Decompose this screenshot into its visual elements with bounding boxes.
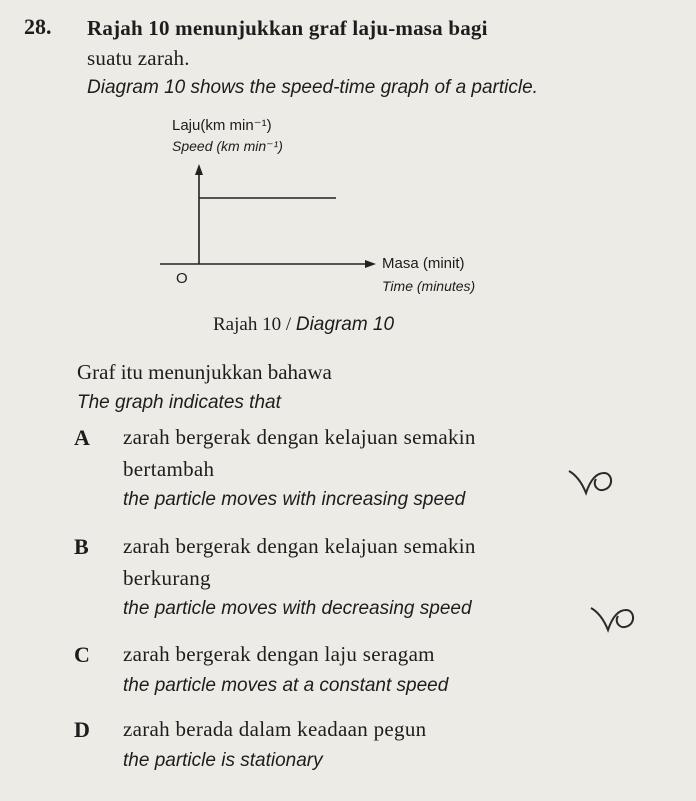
question-stem-malay-line2: suatu zarah. <box>87 46 190 70</box>
option-d-malay[interactable]: zarah berada dalam keadaan pegun <box>123 717 427 741</box>
x-axis-label-malay: Masa (minit) <box>382 255 465 272</box>
option-b-english[interactable]: the particle moves with decreasing speed <box>123 598 472 619</box>
y-axis-label-english: Speed (km min⁻¹) <box>172 138 283 154</box>
option-b-malay-line2[interactable]: berkurang <box>123 566 211 590</box>
option-a-malay-line1[interactable]: zarah bergerak dengan kelajuan semakin <box>123 425 476 449</box>
option-a-letter[interactable]: A <box>74 425 90 450</box>
question-stem-english: Diagram 10 shows the speed-time graph of a particle. <box>87 77 538 98</box>
intro-malay: Graf itu menunjukkan bahawa <box>77 360 332 384</box>
option-c-english[interactable]: the particle moves at a constant speed <box>123 675 449 696</box>
intro-english: The graph indicates that <box>77 392 281 413</box>
question-number: 28. <box>24 14 52 39</box>
option-d-english[interactable]: the particle is stationary <box>123 750 323 771</box>
x-axis-arrow <box>365 260 376 268</box>
option-d-letter[interactable]: D <box>74 717 90 742</box>
question-stem-malay-line1: Rajah 10 menunjukkan graf laju-masa bagi <box>87 16 488 40</box>
caption-malay: Rajah 10 / <box>213 314 292 335</box>
handwritten-mark-option-a <box>566 467 618 497</box>
x-axis-label-english: Time (minutes) <box>382 278 476 294</box>
caption-english: Diagram 10 <box>295 314 395 335</box>
option-b-malay-line1[interactable]: zarah bergerak dengan kelajuan semakin <box>123 534 476 558</box>
option-c-letter[interactable]: C <box>74 642 90 667</box>
option-a-malay-line2[interactable]: bertambah <box>123 457 215 481</box>
y-axis-label-malay: Laju(km min⁻¹) <box>172 117 272 134</box>
handwritten-mark-option-b <box>588 604 640 634</box>
y-axis-arrow <box>195 164 203 175</box>
diagram-caption <box>213 314 394 336</box>
option-b-letter[interactable]: B <box>74 534 89 559</box>
option-c-malay[interactable]: zarah bergerak dengan laju seragam <box>123 642 435 666</box>
option-a-english[interactable]: the particle moves with increasing speed <box>123 489 466 510</box>
origin-label: O <box>176 270 188 287</box>
speed-time-graph <box>150 110 530 310</box>
